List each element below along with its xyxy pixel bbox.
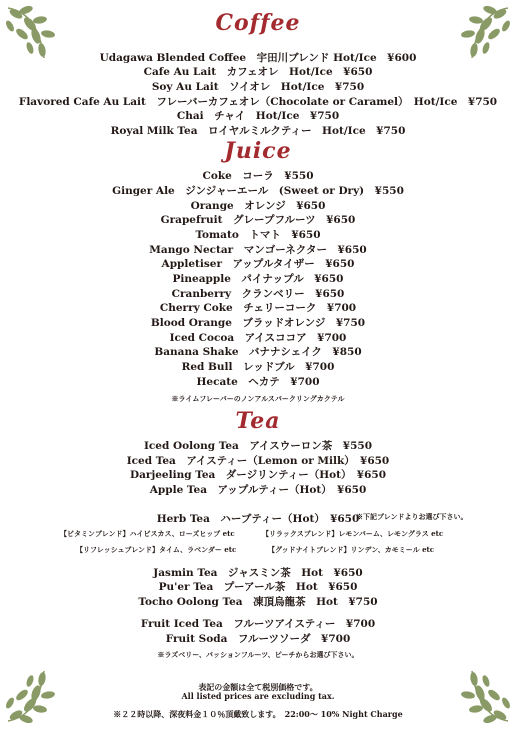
menu-item: Tocho Oolong Tea 凍頂烏龍茶 Hot ¥750 [138,596,378,608]
juice-heading: Juice [224,138,292,164]
menu-item: Iced Tea アイスティー（Lemon or Milk） ¥650 [126,455,390,467]
menu-item: Chai チャイ Hot/Ice ¥750 [176,110,340,122]
tax-note-jp: 表記の金額は全て税別価格です。 [198,682,318,692]
menu-item: Mango Nectar マンゴーネクター ¥650 [149,244,367,256]
juice-note: ※ライムフレーバーのノンアルスパークリングカクテル [171,394,345,403]
menu-item: Udagawa Blended Coffee 宇田川ブレンド Hot/Ice ¥600 [99,52,417,64]
blend-item: 【リフレッシュブレンド】タイム、ラベンダー etc [76,545,237,554]
menu-item: Iced Oolong Tea アイスウーロン茶 ¥550 [143,440,373,452]
blend-item: 【リラックスブレンド】レモンバーム、レモングラス etc [262,529,444,538]
blend-item: 【グッドナイトブレンド】リンデン、カモミール etc [268,545,435,554]
menu-item: Flavored Cafe Au Lait フレーバーカフェオレ（Chocolate or Caramel） Hot/Ice ¥750 [18,96,498,108]
coffee-heading: Coffee [215,10,301,36]
menu-item: Blood Orange ブラッドオレンジ ¥750 [150,317,366,329]
night-charge-note: ※２２時以降、深夜料金１０％頂戴致します。 22:00～ 10% Night Charge [113,709,403,719]
menu-item: Banana Shake バナナシェイク ¥850 [154,346,362,358]
menu-item: Pineapple パイナップル ¥650 [172,273,344,285]
menu-item: Pu'er Tea プーアール茶 Hot ¥650 [158,581,358,593]
menu-item: Cafe Au Lait カフェオレ Hot/Ice ¥650 [143,66,373,78]
menu-item: Cranberry クランベリー ¥650 [171,288,345,300]
herb-note: ※下記ブレンドよりお選び下さい。 [356,512,468,521]
menu-item: Fruit Iced Tea フルーツアイスティー ¥700 [140,618,376,630]
menu-item: Jasmin Tea ジャスミン茶 Hot ¥650 [153,567,363,579]
menu-item: Tomato トマト ¥650 [195,229,321,241]
menu-item: Appletiser アップルタイザー ¥650 [161,258,355,270]
menu-item: Soy Au Lait ソイオレ Hot/Ice ¥750 [151,81,365,93]
menu-item: Iced Cocoa アイスココア ¥700 [169,332,347,344]
menu-item: Coke コーラ ¥550 [202,170,314,182]
tea-heading: Tea [235,408,281,434]
menu-item: Orange オレンジ ¥650 [190,200,326,212]
menu-item: Apple Tea アップルティー（Hot） ¥650 [149,484,367,496]
menu-item: Ginger Ale ジンジャーエール (Sweet or Dry) ¥550 [112,185,404,197]
menu-item: Herb Tea ハーブティー（Hot） ¥650 [156,513,360,525]
menu-item: Cherry Coke チェリーコーク ¥700 [159,302,357,314]
menu-item: Grapefruit グレープフルーツ ¥650 [160,214,356,226]
blend-item: 【ビタミンブレンド】ハイビスカス、ローズヒップ etc [60,529,235,538]
menu-item: Hecate ヘカテ ¥700 [196,376,320,388]
menu-item: Darjeeling Tea ダージリンティー（Hot） ¥650 [130,469,386,481]
tax-note-en: All listed prices are excluding tax. [181,691,335,701]
menu-item: Royal Milk Tea ロイヤルミルクティー Hot/Ice ¥750 [110,125,406,137]
menu-item: Fruit Soda フルーツソーダ ¥700 [165,633,351,645]
menu-item: Red Bull レッドブル ¥700 [181,361,335,373]
fruit-note: ※ラズベリー、パッションフルーツ、ピーチからお選び下さい。 [157,650,359,659]
